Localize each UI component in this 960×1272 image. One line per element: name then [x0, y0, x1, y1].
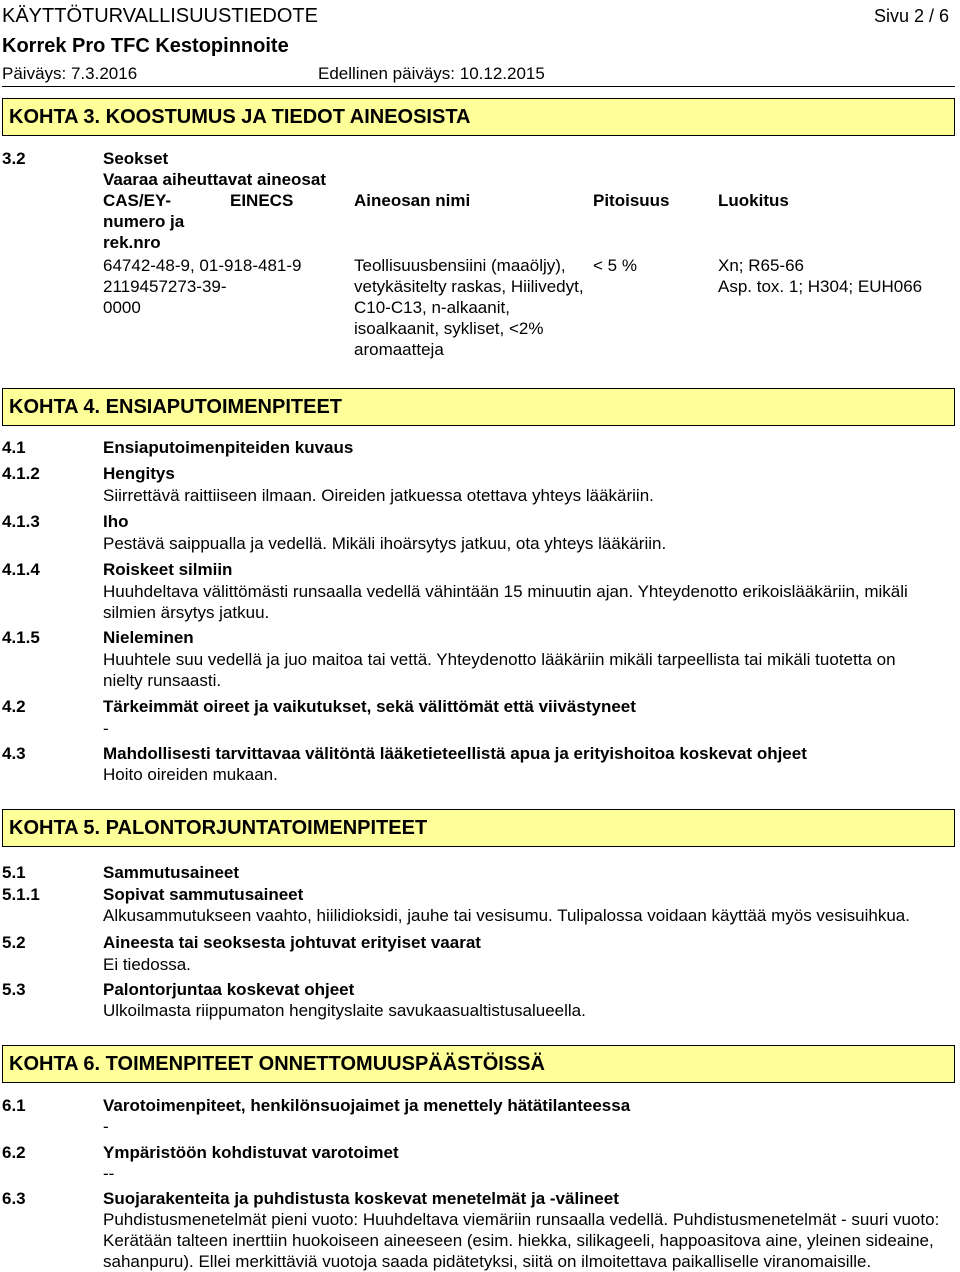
product-name: Korrek Pro TFC Kestopinnoite — [2, 35, 289, 57]
column-header-einecs: EINECS — [230, 191, 294, 210]
section-heading: Palontorjuntaa koskevat ohjeet — [103, 980, 355, 999]
body-text: Huuhtele suu vedellä ja juo maitoa tai vettä. Yhteydenotto lääkäriin mikäli tarpeellista tai mikäli tuotetta on — [103, 650, 896, 669]
cas-number: 2119457273-39- — [103, 277, 227, 296]
section-heading: Seokset — [103, 149, 169, 168]
header-divider — [2, 86, 955, 87]
page-number: Sivu 2 / 6 — [874, 6, 950, 26]
section-number: 4.1.5 — [2, 628, 40, 647]
section-4-title: KOHTA 4. ENSIAPUTOIMENPITEET — [2, 388, 955, 426]
section-number: 6.2 — [2, 1143, 26, 1162]
section-heading: Roiskeet silmiin — [103, 560, 233, 579]
body-text: - — [103, 719, 109, 738]
section-heading: Ympäristöön kohdistuvat varotoimet — [103, 1143, 399, 1162]
section-number: 5.3 — [2, 980, 26, 999]
ingredient-name: C10-C13, n-alkaanit, — [354, 298, 510, 317]
section-heading: Varotoimenpiteet, henkilönsuojaimet ja menettely hätätilanteessa — [103, 1096, 631, 1115]
body-text: Kerätään talteen inerttiin huokoiseen aineeseen (esim. hiekka, silikageeli, happoasitova aine, yleinen sideaine, — [103, 1231, 934, 1250]
subheading: Vaaraa aiheuttavat aineosat — [103, 170, 327, 189]
ingredient-name: Teollisuusbensiini (maaöljy), — [354, 256, 566, 275]
cas-number: 64742-48-9, 01-918-481-9 — [103, 256, 302, 275]
section-number: 5.1 — [2, 863, 26, 882]
body-text: sahanpuru). Ellei merkittäviä vuotoja saada pidätetyksi, siitä on ilmoitettava paikalliselle viranomaisille. — [103, 1252, 872, 1271]
classification: Xn; R65-66 — [718, 256, 804, 275]
section-5-title: KOHTA 5. PALONTORJUNTATOIMENPITEET — [2, 809, 955, 847]
section-number: 5.2 — [2, 933, 26, 952]
body-text: Hoito oireiden mukaan. — [103, 765, 278, 784]
body-text: Ulkoilmasta riippumaton hengityslaite savukaasualtistusalueella. — [103, 1001, 586, 1020]
issue-date: Päiväys: 7.3.2016 — [2, 64, 138, 83]
column-header-classification: Luokitus — [718, 191, 789, 210]
body-text: Puhdistusmenetelmät pieni vuoto: Huuhdeltava viemäriin runsaalla vedellä. Puhdistusmenetelmät - suuri vuoto: — [103, 1210, 940, 1229]
body-text: Alkusammutukseen vaahto, hiilidioksidi, jauhe tai vesisumu. Tulipalossa voidaan käyttää myös vesisuihkua. — [103, 906, 910, 925]
section-number: 6.3 — [2, 1189, 26, 1208]
section-heading: Ensiaputoimenpiteiden kuvaus — [103, 438, 354, 457]
section-6-title: KOHTA 6. TOIMENPITEET ONNETTOMUUSPÄÄSTÖISSÄ — [2, 1045, 955, 1083]
section-heading: Hengitys — [103, 464, 175, 483]
body-text: Ei tiedossa. — [103, 955, 191, 974]
section-heading: Nieleminen — [103, 628, 194, 647]
column-header-concentration: Pitoisuus — [593, 191, 670, 210]
section-heading: Aineesta tai seoksesta johtuvat erityiset vaarat — [103, 933, 481, 952]
section-number: 4.3 — [2, 744, 26, 763]
column-header-cas: CAS/EY- — [103, 191, 172, 210]
cas-number: 0000 — [103, 298, 141, 317]
column-header-cas: rek.nro — [103, 233, 161, 252]
concentration: < 5 % — [593, 256, 637, 275]
body-text: -- — [103, 1164, 115, 1183]
section-heading: Mahdollisesti tarvittavaa välitöntä lääketieteellistä apua ja erityishoitoa koskevat ohjeet — [103, 744, 807, 763]
section-number: 4.1.2 — [2, 464, 40, 483]
document-type: KÄYTTÖTURVALLISUUSTIEDOTE — [2, 5, 318, 27]
body-text: nielty runsaasti. — [103, 671, 222, 690]
section-number: 3.2 — [2, 149, 26, 168]
section-heading: Suojarakenteita ja puhdistusta koskevat menetelmät ja -välineet — [103, 1189, 619, 1208]
section-number: 4.1.4 — [2, 560, 40, 579]
section-number: 6.1 — [2, 1096, 26, 1115]
section-number: 4.1.3 — [2, 512, 40, 531]
body-text: Pestävä saippualla ja vedellä. Mikäli ihoärsytys jatkuu, ota yhteys lääkäriin. — [103, 534, 667, 553]
column-header-cas: numero ja — [103, 212, 185, 231]
body-text: - — [103, 1117, 109, 1136]
section-heading: Sammutusaineet — [103, 863, 240, 882]
classification: Asp. tox. 1; H304; EUH066 — [718, 277, 923, 296]
ingredient-name: vetykäsitelty raskas, Hiilivedyt, — [354, 277, 584, 296]
section-number: 4.2 — [2, 697, 26, 716]
section-heading: Tärkeimmät oireet ja vaikutukset, sekä välittömät että viivästyneet — [103, 697, 636, 716]
section-3-title: KOHTA 3. KOOSTUMUS JA TIEDOT AINEOSISTA — [2, 98, 955, 136]
body-text: Siirrettävä raittiiseen ilmaan. Oireiden jatkuessa otettava yhteys lääkäriin. — [103, 486, 654, 505]
body-text: silmien ärsytys jatkuu. — [103, 603, 270, 622]
ingredient-name: aromaatteja — [354, 340, 444, 359]
section-number: 4.1 — [2, 438, 26, 457]
column-header-name: Aineosan nimi — [354, 191, 471, 210]
previous-date: Edellinen päiväys: 10.12.2015 — [318, 64, 545, 83]
section-heading: Iho — [103, 512, 129, 531]
section-number: 5.1.1 — [2, 885, 40, 904]
section-heading: Sopivat sammutusaineet — [103, 885, 304, 904]
ingredient-name: isoalkaanit, sykliset, <2% — [354, 319, 544, 338]
body-text: Huuhdeltava välittömästi runsaalla vedellä vähintään 15 minuutin ajan. Yhteydenotto erikoislääkäriin, mikäli — [103, 582, 908, 601]
